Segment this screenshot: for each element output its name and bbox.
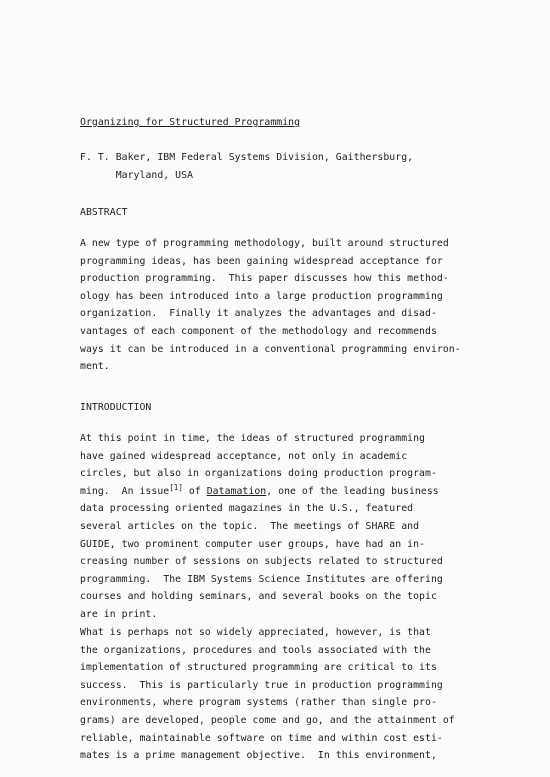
intro-line: circles, but also in organizations doing production program- [80,468,437,480]
abstract-line: ment. [80,361,110,373]
intro-line: are in print. [80,608,158,620]
intro-line-text: of [182,485,207,497]
intro-line: mates is a prime management objective. In this environment, [80,750,437,762]
abstract-line: ology has been introduced into a large production programming [80,290,443,302]
intro-line: courses and holding seminars, and several books on the topic [80,591,437,603]
abstract-heading: ABSTRACT [80,207,128,218]
intro-line: creasing number of sessions on subjects related to structured [80,556,443,568]
author-line-1: F. T. Baker, IBM Federal Systems Division, Gaithersburg, [80,152,414,163]
intro-line: environments, where program systems (rather than single pro- [80,697,437,709]
abstract-line: vantages of each component of the methodology and recommends [80,325,437,337]
introduction-paragraph-1 [80,430,480,624]
intro-line: implementation of structured programming are critical to its [80,662,437,674]
intro-line-text: ming. An issue [80,485,170,497]
author-affiliation [80,149,413,184]
intro-line: reliable, maintainable software on time and within cost esti- [80,732,443,744]
intro-line: GUIDE, two prominent computer user groups, have had an in- [80,538,425,550]
journal-name: Datamation [206,485,267,497]
author-line-2: Maryland, USA [115,169,194,181]
intro-line-text: , one of the leading business [266,485,439,497]
abstract-line: organization. Finally it analyzes the advantages and disad- [80,308,437,320]
intro-line: data processing oriented magazines in the U.S., featured [80,503,414,515]
paper-title: Organizing for Structured Programming [80,117,301,128]
intro-line: grams) are developed, people come and go, and the attainment of [80,714,455,726]
introduction-heading: INTRODUCTION [80,402,152,413]
abstract-line: ways it can be introduced in a conventional programming environ- [80,343,461,355]
intro-line: have gained widespread acceptance, not only in academic [80,450,408,462]
intro-line: several articles on the topic. The meetings of SHARE and [80,520,420,532]
intro-line: success. This is particularly true in production programming [80,679,443,691]
intro-line: the organizations, procedures and tools associated with the [80,644,431,656]
intro-line-with-citation [80,483,480,501]
abstract-line: A new type of programming methodology, built around structured [80,238,449,249]
abstract-line: programming ideas, has been gaining widespread acceptance for [80,255,443,267]
intro-line: What is perhaps not so widely appreciated, however, is that [80,627,431,638]
abstract-text [80,235,480,376]
abstract-line: production programming. This paper discusses how this method- [80,273,449,285]
introduction-paragraph-2 [80,624,480,765]
citation-reference: [1] [169,482,183,492]
intro-line: At this point in time, the ideas of structured programming [80,433,425,444]
intro-line: programming. The IBM Systems Science Institutes are offering [80,573,443,585]
